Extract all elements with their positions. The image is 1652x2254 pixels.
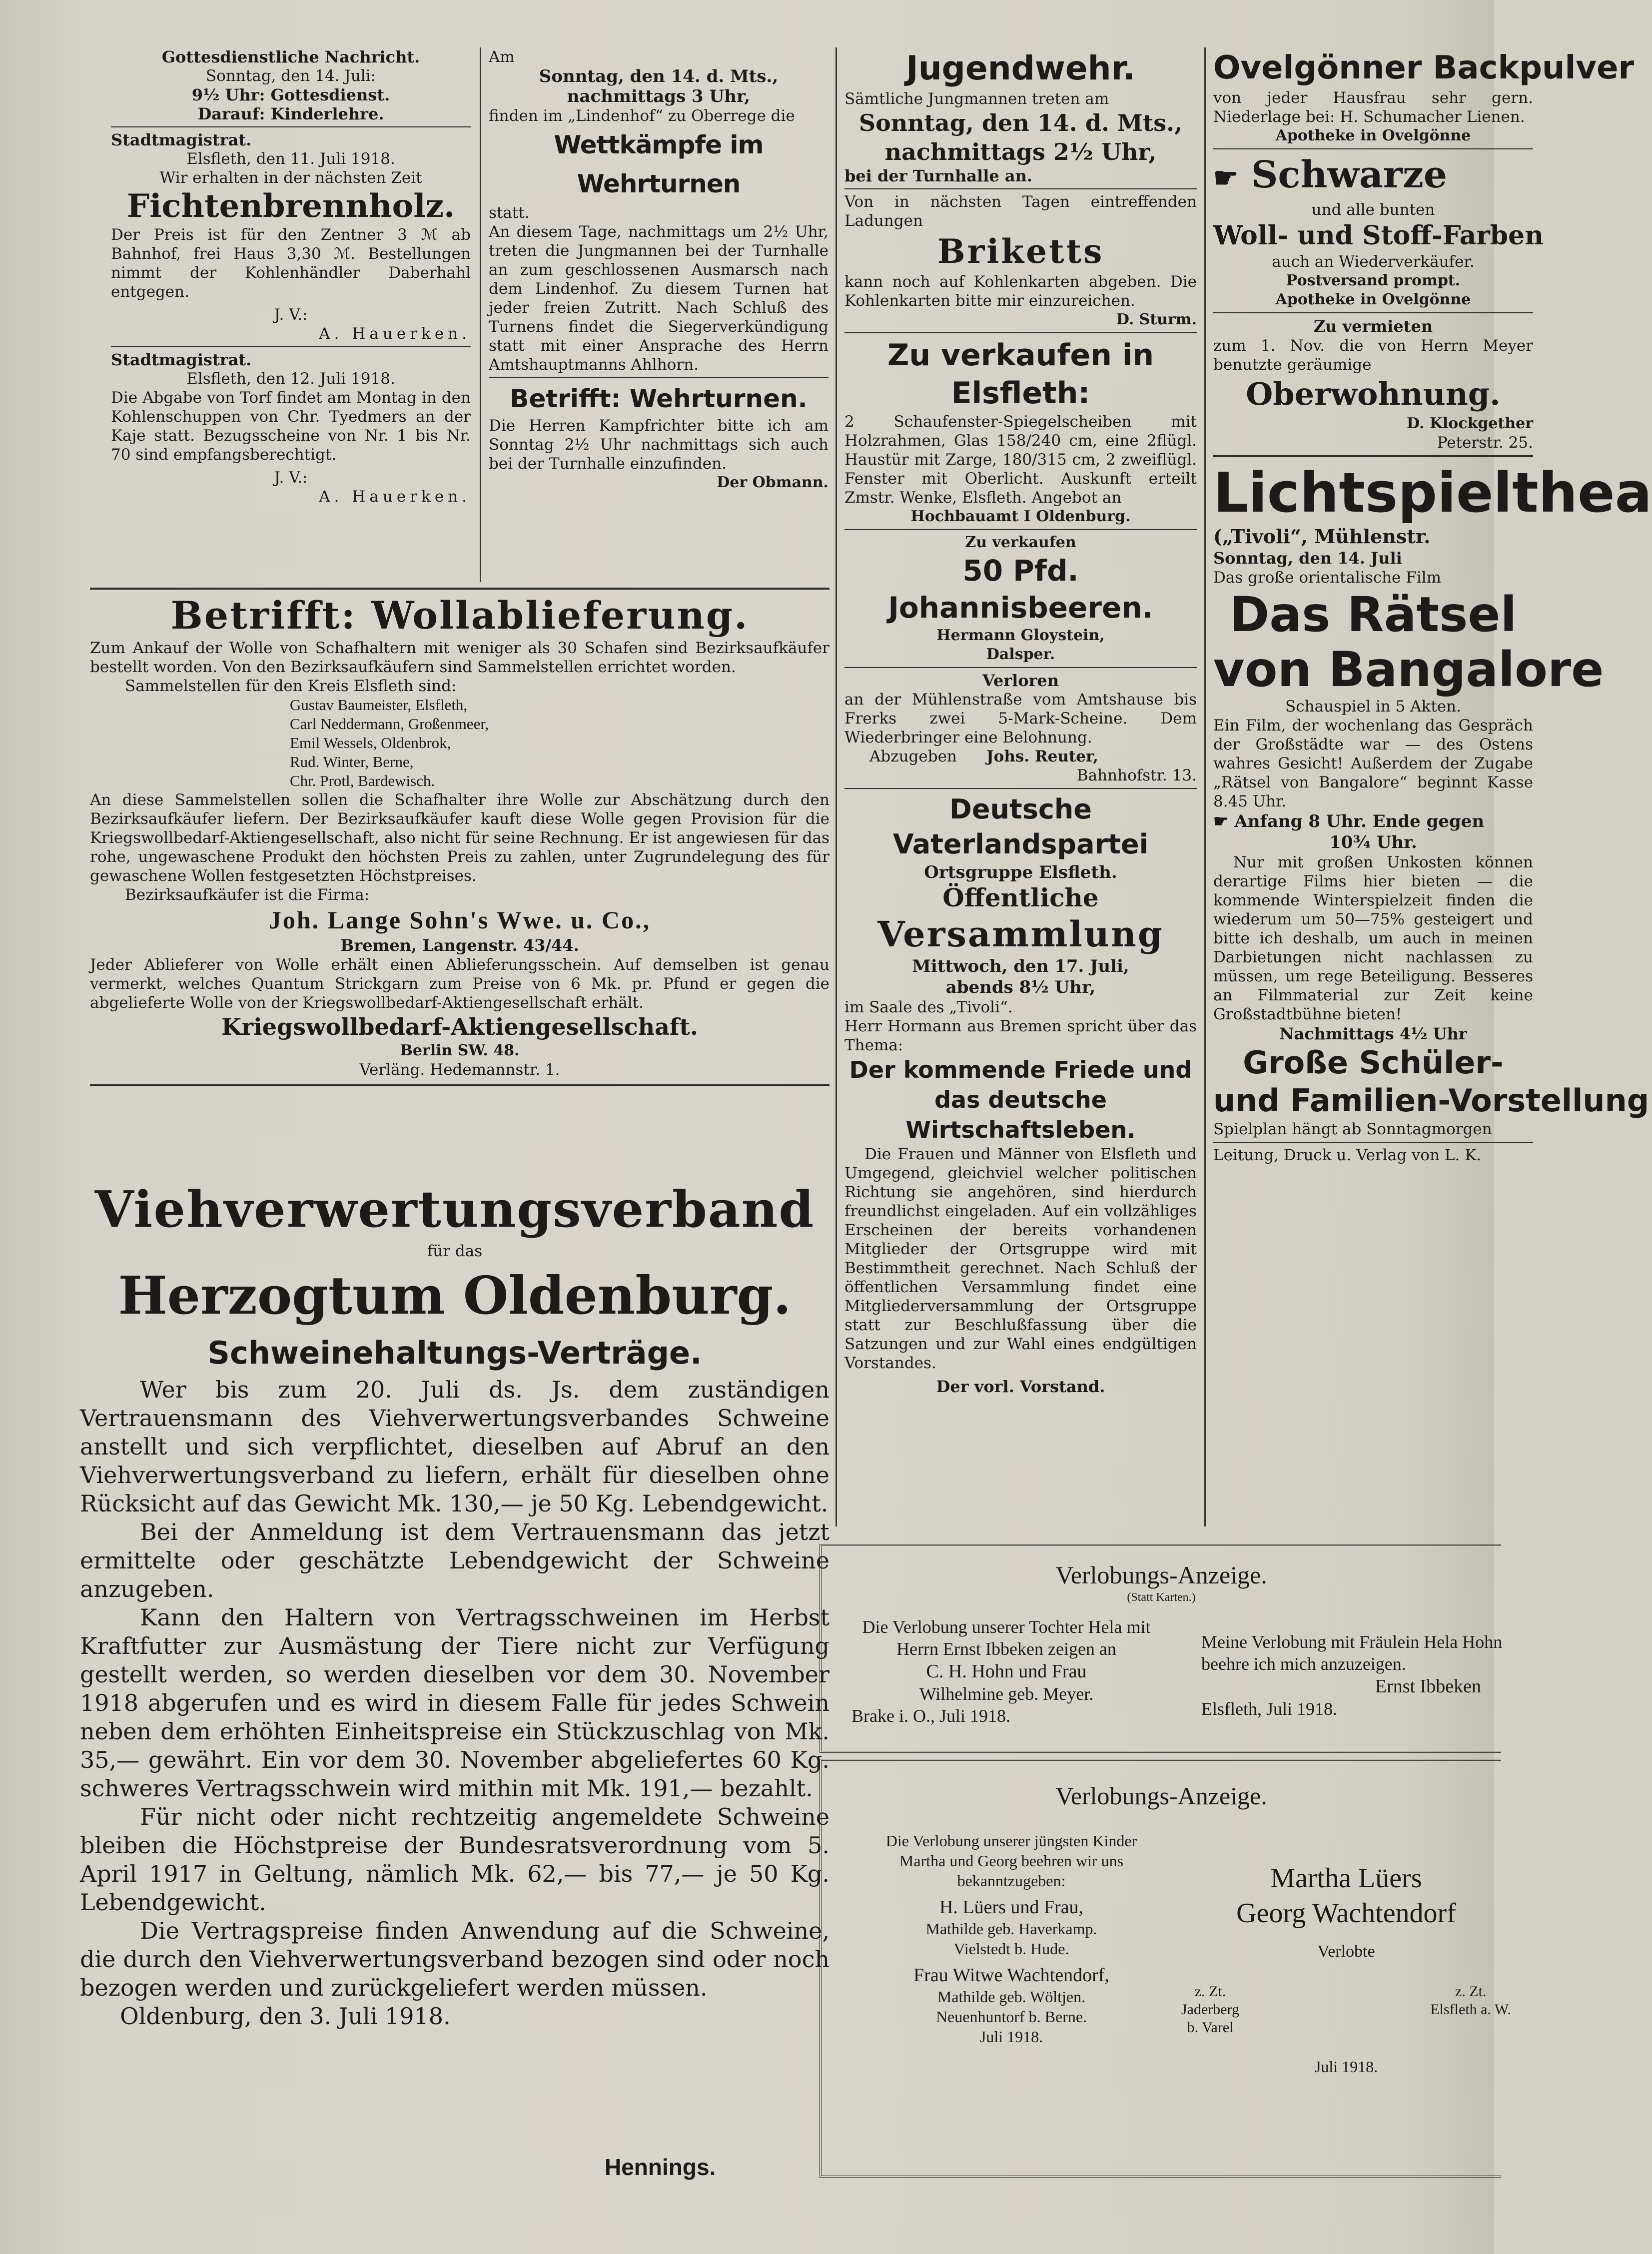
- livestock-p3: Kann den Haltern von Vertragsschweinen im Herbst Kraftfutter zur Ausmästung der Tiere nicht zur Verfügung gestellt werden, so werden dieselben vor dem 30. November 1918 abgerufen und es wird in diesem Falle für jedes Schwein neben dem erhöhten Einheitspreise ein Stückzuschlag von Mk. 35,— gewährt. Ein vor dem 30. November abgeliefertes 60 Kg. schweres Vertragsschwein wird mithin mit Mk. 191,— bezahlt.: [80, 1604, 829, 1802]
- cinema-end: 10¾ Uhr.: [1329, 832, 1417, 852]
- berries-place: Dalsper.: [986, 646, 1055, 663]
- baking-powder-ad: [1213, 47, 1635, 145]
- magistrate-notice-peat: [111, 350, 471, 506]
- wool-firm: Joh. Lange Sohn's Wwe. u. Co.,: [268, 906, 651, 934]
- youth-time: nachmittags 2½ Uhr,: [884, 138, 1157, 165]
- wool-firm-address: Bremen, Langenstr. 43/44.: [340, 936, 579, 955]
- divider: [844, 529, 1197, 530]
- cinema-film1: Das Rätsel: [1229, 587, 1517, 643]
- column-1: [111, 47, 471, 582]
- wool-p3: An diese Sammelstellen sollen die Schafhalter ihre Wolle zur Abschätzung durch den Bezirksaufkäufer liefern. Der Bezirksaufkäufer kauft diese Wolle gegen Provision für die Kriegswollbedarf-Aktiengesellschaft, also nicht für seine Rechnung. Er ist angewiesen für das rohe, ungewaschene Produkt den höchsten Preis zu zahlen, unter Zugrundelegung des für gewaschene Wollen festgesetzten Höchstpreises.: [90, 791, 829, 885]
- cinema-body: Ein Film, der wochenlang das Gespräch der Großstädte war — des Ostens wahres Gesicht! Außerdem der Zugabe „Rätsel von Bangalore“ beginnt Kasse 8.45 Uhr.: [1213, 717, 1533, 810]
- party-speaker: Herr Hormann aus Bremen spricht über das Thema:: [844, 1017, 1197, 1054]
- notice-sig-label: J. V.:: [274, 469, 308, 487]
- engagement-parent1: H. Lüers und Frau,: [939, 1897, 1084, 1918]
- zzt-label: z. Zt.: [1455, 1983, 1487, 2000]
- engagement-name1: Martha Lüers: [1270, 1863, 1422, 1894]
- cinema-afternoon: Nachmittags 4½ Uhr: [1279, 1024, 1467, 1043]
- youth-place: bei der Turnhalle an.: [844, 166, 1032, 185]
- rent-title: Zu vermieten: [1313, 317, 1433, 336]
- lost-title: Verloren: [982, 671, 1059, 690]
- notice-heading: Stadtmagistrat.: [111, 130, 252, 149]
- dye-post: Postversand prompt.: [1286, 272, 1461, 289]
- dye-body: auch an Wiederverkäufer.: [1272, 253, 1475, 271]
- party-title: Deutsche Vaterlandspartei: [892, 793, 1149, 860]
- rent-ad: [1213, 316, 1533, 452]
- cinema-intro: Das große orientalische Film: [1213, 569, 1441, 587]
- notice-dateline: Elsfleth, den 12. Juli 1918.: [186, 370, 395, 388]
- dye-ad: [1213, 152, 1544, 309]
- notice-title: Fichtenbrennholz.: [126, 187, 455, 225]
- briquette-sig: D. Sturm.: [1116, 311, 1197, 328]
- youth-notice: [844, 47, 1197, 185]
- divider: [1213, 148, 1533, 149]
- dye-pharmacy: Apotheke in Ovelgönne: [1275, 291, 1471, 308]
- wehrturnen-sig: Der Obmann.: [717, 474, 828, 491]
- engagement-parent1b: Mathilde geb. Haverkamp.: [925, 1920, 1097, 1938]
- engagement-date2: Juli 1918.: [1314, 2058, 1378, 2076]
- cinema-plan: Spielplan hängt ab Sonntagmorgen: [1213, 1120, 1492, 1138]
- lost-abzug: [844, 747, 1197, 766]
- column-rule: [480, 47, 481, 582]
- lost-ad: [844, 671, 1197, 785]
- pointing-hand-icon: ☛: [1213, 161, 1239, 194]
- engagement-text: Die Verlobung unserer jüngsten Kinder Martha und Georg beehren wir uns bekanntzugeben:: [885, 1832, 1137, 1890]
- party-time: abends 8½ Uhr,: [945, 977, 1096, 997]
- briquette-intro: Von in nächsten Tagen eintreffenden Ladungen: [844, 193, 1197, 230]
- lost-abzug-label: Abzugeben: [869, 748, 957, 765]
- wool-sig: Kriegswollbedarf-Aktiengesellschaft.: [221, 1013, 698, 1040]
- dye-title-row: [1213, 152, 1533, 200]
- column-rule: [835, 47, 837, 1526]
- youth-l1: Sämtliche Jungmannen treten am: [844, 90, 1109, 108]
- briquette-title: Briketts: [937, 232, 1104, 271]
- cinema-title3: Große Schüler-: [1243, 1044, 1504, 1081]
- church-notice: [111, 47, 471, 123]
- column-4: [1213, 47, 1652, 1526]
- cinema-start-row: [1213, 811, 1533, 832]
- livestock-sig: Hennings.: [605, 2154, 716, 2180]
- lost-address: Bahnhofstr. 13.: [1076, 766, 1197, 784]
- wool-p4: Bezirksaufkäufer ist die Firma:: [125, 886, 370, 904]
- livestock-title2: Herzogtum Oldenburg.: [118, 1265, 792, 1326]
- engagement-name2: Georg Wachtendorf: [1236, 1898, 1456, 1929]
- column-3: [844, 47, 1197, 1526]
- magistrate-notice-wood: [111, 130, 471, 343]
- party-topic: Der kommende Friede und das deutsche Wirtschaftsleben.: [849, 1056, 1192, 1143]
- dye-sub: und alle bunten: [1311, 201, 1435, 219]
- wehrturnen-title: Betrifft: Wehrturnen.: [510, 384, 808, 413]
- engagement-left: [861, 1831, 1161, 2047]
- party-ad: [844, 792, 1197, 1397]
- rent-body: zum 1. Nov. die von Herrn Meyer benutzte geräumige: [1213, 337, 1533, 374]
- engagement-parent2b: Mathilde geb. Wöltjen.: [937, 1988, 1086, 2006]
- divider: [90, 588, 829, 590]
- livestock-dateline: Oldenburg, den 3. Juli 1918.: [120, 2003, 451, 2030]
- notice-body: Der Preis ist für den Zentner 3 ℳ ab Bahnhof, frei Haus 3,30 ℳ. Bestellungen nimmt der Kohlenhändler Daberhahl entgegen.: [111, 226, 471, 301]
- loc1-near: b. Varel: [1187, 2019, 1234, 2036]
- notice-signature: A. Hauerken.: [319, 325, 471, 343]
- divider: [1213, 455, 1533, 457]
- livestock-p1: Wer bis zum 20. Juli ds. Js. dem zuständigen Vertrauensmann des Viehverwertungsverbandes Schweine anstellt und sich verpflichtet, dieselben auf Abruf an den Viehverwertungsverband zu liefern, erhält für dieselben ohne Rücksicht auf das Gewicht Mk. 130,— je 50 Kg. Lebendgewicht.: [80, 1376, 829, 1517]
- event-body: An diesem Tage, nachmittags um 2½ Uhr, treten die Jungmannen bei der Turnhalle an zum geschlossenen Ausmarsch nach dem Lindenhof. Zu diesem Turnen hat jeder freien Zutritt. Nach Schluß des Turnens findet die Siegerverkündigung statt mit einer Ansprache des Herrn Amtshauptmanns Ahlhorn.: [489, 223, 828, 374]
- sale-title: Zu verkaufen in Elsfleth:: [887, 338, 1154, 411]
- briquette-ad: [844, 192, 1197, 329]
- wool-sig-city: Berlin SW. 48.: [400, 1042, 520, 1059]
- engagement-loc1: [1181, 1983, 1239, 2037]
- divider: [844, 332, 1197, 333]
- wool-stelle: Rud. Winter, Berne,: [290, 753, 414, 770]
- notice-signature: A. Hauerken.: [319, 488, 471, 506]
- divider: [1213, 312, 1533, 313]
- divider: [1213, 1142, 1533, 1143]
- event-date: Sonntag, den 14. d. Mts.,: [539, 66, 779, 86]
- wool-stelle: Gustav Baumeister, Elsfleth,: [290, 696, 468, 714]
- berries-sig: Hermann Gloystein,: [936, 627, 1105, 644]
- divider: [111, 126, 471, 127]
- cinema-ad: [1213, 460, 1652, 1139]
- divider: [90, 1084, 829, 1086]
- engagement-loc2: [1430, 1983, 1511, 2037]
- engagement-verlobte: Verlobte: [1317, 1942, 1375, 1961]
- engagement-title: Verlobungs-Anzeige.: [1055, 1782, 1267, 1810]
- imprint: Leitung, Druck u. Verlag von L. K.: [1213, 1146, 1482, 1164]
- cinema-title: Lichtspielthea: [1213, 461, 1652, 525]
- church-title: Gottesdienstliche Nachricht.: [161, 47, 420, 66]
- wool-stelle: Emil Wessels, Oldenbrok,: [290, 734, 451, 751]
- sale-body: 2 Schaufenster-Spiegelscheiben mit Holzrahmen, Glas 158/240 cm, eine 2flügl. Haustür mit Zarge, 180/315 cm, 2 zweiflügl. Fenster mit Oberlicht. Auskunft erteilt Zmstr. Wenke, Elsfleth. Angebot an: [844, 413, 1197, 507]
- livestock-p4: Für nicht oder nicht rechtzeitig angemeldete Schweine bleiben die Höchstpreise der Bundesratsverordnung vom 5. April 1917 in Geltung, nämlich Mk. 62,— bis 77,— je 50 Kg. Lebendgewicht.: [80, 1803, 829, 1916]
- sale-sig: Hochbauamt I Oldenburg.: [910, 508, 1131, 525]
- engagement-locations: [1181, 1983, 1511, 2037]
- church-service: 9½ Uhr: Gottesdienst.: [191, 85, 390, 104]
- livestock-subtitle: Schweinehaltungs-Verträge.: [207, 1335, 702, 1371]
- party-place: im Saale des „Tivoli“.: [844, 998, 1013, 1016]
- wool-stelle: Chr. Protl, Bardewisch.: [290, 772, 435, 789]
- cinema-date: Sonntag, den 14. Juli: [1213, 549, 1402, 568]
- column-2: [489, 47, 828, 582]
- divider: [844, 667, 1197, 668]
- livestock-p5: Die Vertragspreise finden Anwendung auf die Schweine, die durch den Viehverwertungsverband bezogen sind oder noch bezogen werden und zurückgeliefert werden müssen.: [80, 1917, 829, 2001]
- divider: [844, 788, 1197, 789]
- cinema-body2: Nur mit großen Unkosten können derartige Films hier bieten — die kommende Winterspielzeit finden die wiederum um 50—75% gesteigert und bitte ich deshalb, um auch in meinen Darbietungen nicht nachlassen zu müssen, um rege Beteiligung. Besseres an Filmmaterial zur Zeit keine Großstadtbühne bieten!: [1213, 853, 1533, 1023]
- party-sub: Ortsgruppe Elsfleth.: [924, 862, 1117, 882]
- engagement-ad-2: [820, 1759, 1511, 2178]
- column-4-inner: [1213, 47, 1652, 1165]
- engagement-parent2: Frau Witwe Wachtendorf,: [913, 1965, 1109, 1986]
- wool-p1: Zum Ankauf der Wolle von Schafhaltern mit weniger als 30 Schafen sind Bezirksaufkäufer bestellt worden. Von den Bezirksaufkäufern sind Sammelstellen errichtet worden.: [90, 639, 829, 676]
- youth-date: Sonntag, den 14. d. Mts.,: [858, 109, 1183, 136]
- engagement-left: [851, 1616, 1161, 1727]
- church-lesson: Darauf: Kinderlehre.: [197, 104, 384, 123]
- engagement-statt: (Statt Karten.): [1127, 1591, 1196, 1604]
- wool-stellen: [90, 696, 829, 790]
- livestock-fuer: für das: [427, 1242, 483, 1260]
- notice-dateline: Elsfleth, den 11. Juli 1918.: [186, 150, 395, 168]
- pointing-hand-icon: ☛: [1213, 811, 1229, 831]
- livestock-title: Viehverwertungsverband: [94, 1180, 815, 1239]
- notice-intro: Wir erhalten in der nächsten Zeit: [159, 169, 422, 187]
- party-body: Die Frauen und Männer von Elsfleth und Umgegend, gleichviel welcher politischen Richtung sie angehören, sind hierdurch freundlichst eingeladen. Auf ein vollzähliges Erscheinen der bereits vorhandenen Mitglieder der Ortsgruppe wird mit Bestimmtheit gerechnet. Nach Schluß der öffentlichen Versammlung findet eine Mitgliederversammlung der Ortsgruppe statt zur Beschlußfassung über die Satzungen und zur Wahl eines endgültigen Vorstandes.: [844, 1145, 1197, 1372]
- wool-p2: Sammelstellen für den Kreis Elsfleth sind:: [125, 677, 457, 695]
- engagement-parent1c: Vielstedt b. Hude.: [953, 1940, 1069, 1958]
- event-am: Am: [489, 48, 515, 66]
- wool-title: Betrifft: Wollablieferung.: [170, 593, 749, 638]
- rent-sig: D. Klockgether: [1407, 415, 1533, 432]
- cinema-title4: und Familien-Vorstellung: [1213, 1082, 1650, 1119]
- engagement-place: Brake i. O., Juli 1918.: [851, 1706, 1010, 1726]
- youth-title: Jugendwehr.: [906, 49, 1135, 87]
- engagement-parents2: Wilhelmine geb. Meyer.: [919, 1684, 1094, 1704]
- event-title: Wettkämpfe im Wehrturnen: [554, 130, 764, 198]
- lost-body: an der Mühlenstraße vom Amtshause bis Frerks zwei 5-Mark-Scheine. Dem Wiederbringer eine Belohnung.: [844, 691, 1197, 747]
- event-place: finden im „Lindenhof“ zu Oberrege die: [489, 107, 795, 125]
- engagement-ad-1: [820, 1544, 1501, 1753]
- loc1-name: Jaderberg: [1181, 2001, 1240, 2018]
- party-date: Mittwoch, den 17. Juli,: [912, 956, 1129, 976]
- wool-sig-address: Verläng. Hedemannstr. 1.: [359, 1061, 560, 1079]
- dye-title2: Woll- und Stoff-Farben: [1213, 220, 1544, 251]
- divider: [489, 377, 828, 378]
- livestock-p2: Bei der Anmeldung ist dem Vertrauensmann das jetzt ermittelte oder geschätzte Lebendgewicht der Schweine anzugeben.: [80, 1518, 829, 1602]
- engagement-date: Juli 1918.: [979, 2028, 1043, 2046]
- baking-body: von jeder Hausfrau sehr gern. Niederlage bei: H. Schumacher Lienen.: [1213, 89, 1533, 126]
- dye-title: Schwarze: [1251, 153, 1448, 196]
- notice-sig-label: J. V.:: [274, 306, 308, 324]
- rent-address: Peterstr. 25.: [1437, 434, 1533, 452]
- baking-title: Ovelgönner Backpulver: [1213, 49, 1635, 86]
- berries-ad: [844, 533, 1197, 664]
- cinema-genre: Schauspiel in 5 Akten.: [1285, 698, 1461, 716]
- event-statt: statt.: [489, 204, 530, 222]
- lost-sig: Johs. Reuter,: [986, 748, 1098, 765]
- cinema-sub: („Tivoli“, Mühlenstr.: [1213, 525, 1431, 548]
- engagement-place2: Elsfleth, Juli 1918.: [1201, 1699, 1337, 1719]
- engagement-parents: C. H. Hohn und Frau: [926, 1661, 1087, 1682]
- briquette-body: kann noch auf Kohlenkarten abgeben. Die Kohlenkarten bitte mir einzureichen.: [844, 273, 1197, 310]
- notice-body: Die Abgabe von Torf findet am Montag in den Kohlenschuppen von Chr. Tyedmers an der Kaje statt. Bezugsscheine von Nr. 1 bis Nr. 70 sind empfangsberechtigt.: [111, 389, 471, 464]
- rent-title2: Oberwohnung.: [1246, 376, 1501, 412]
- cinema-film2: von Bangalore: [1213, 642, 1604, 698]
- berries-pre: Zu verkaufen: [965, 534, 1076, 551]
- wool-notice: [90, 585, 829, 1172]
- event-time: nachmittags 3 Uhr,: [567, 86, 751, 106]
- engagement-name: Ernst Ibbeken: [1375, 1676, 1481, 1697]
- zzt-label: z. Zt.: [1194, 1983, 1226, 2000]
- party-sig: Der vorl. Vorstand.: [936, 1377, 1105, 1396]
- engagement-right: [1181, 1861, 1511, 2077]
- engagement-title: Verlobungs-Anzeige.: [1055, 1561, 1267, 1589]
- engagement-right: [1201, 1631, 1521, 1720]
- party-title2: Öffentliche: [942, 883, 1099, 912]
- wool-p5: Jeder Ablieferer von Wolle erhält einen Ablieferungsschein. Auf demselben ist genau vermerkt, welches Quantum Strickgarn zum Preise von 6 Mk. pr. Pfund er gegen die abgelieferte Wolle von der Kriegswollbedarf-Aktiengesellschaft erhält.: [90, 956, 829, 1012]
- church-date: Sonntag, den 14. Juli:: [205, 67, 376, 85]
- notice-heading: Stadtmagistrat.: [111, 350, 252, 369]
- wehrturnen-body: Die Herren Kampfrichter bitte ich am Sonntag 2½ Uhr nachmittags sich auch bei der Turnhalle einzufinden.: [489, 417, 828, 473]
- engagement-text: Die Verlobung unserer Tochter Hela mit Herrn Ernst Ibbeken zeigen an: [862, 1617, 1151, 1659]
- loc2-name: Elsfleth a. W.: [1430, 2001, 1511, 2018]
- divider: [111, 346, 471, 347]
- berries-title: 50 Pfd. Johannisbeeren.: [888, 554, 1153, 625]
- column-rule: [1204, 47, 1206, 1526]
- engagement-text2: Meine Verlobung mit Fräulein Hela Hohn beehre ich mich anzuzeigen.: [1201, 1632, 1503, 1674]
- engagement-parent2c: Neuenhuntorf b. Berne.: [935, 2008, 1087, 2026]
- livestock-notice: [80, 1177, 829, 2176]
- baking-pharmacy: Apotheke in Ovelgönne: [1275, 127, 1471, 144]
- wool-stelle: Carl Neddermann, Großenmeer,: [290, 715, 489, 733]
- divider: [844, 188, 1197, 189]
- cinema-start: Anfang 8 Uhr. Ende gegen: [1234, 811, 1485, 831]
- party-title3: Versammlung: [877, 913, 1164, 955]
- sale-ad: [844, 336, 1197, 526]
